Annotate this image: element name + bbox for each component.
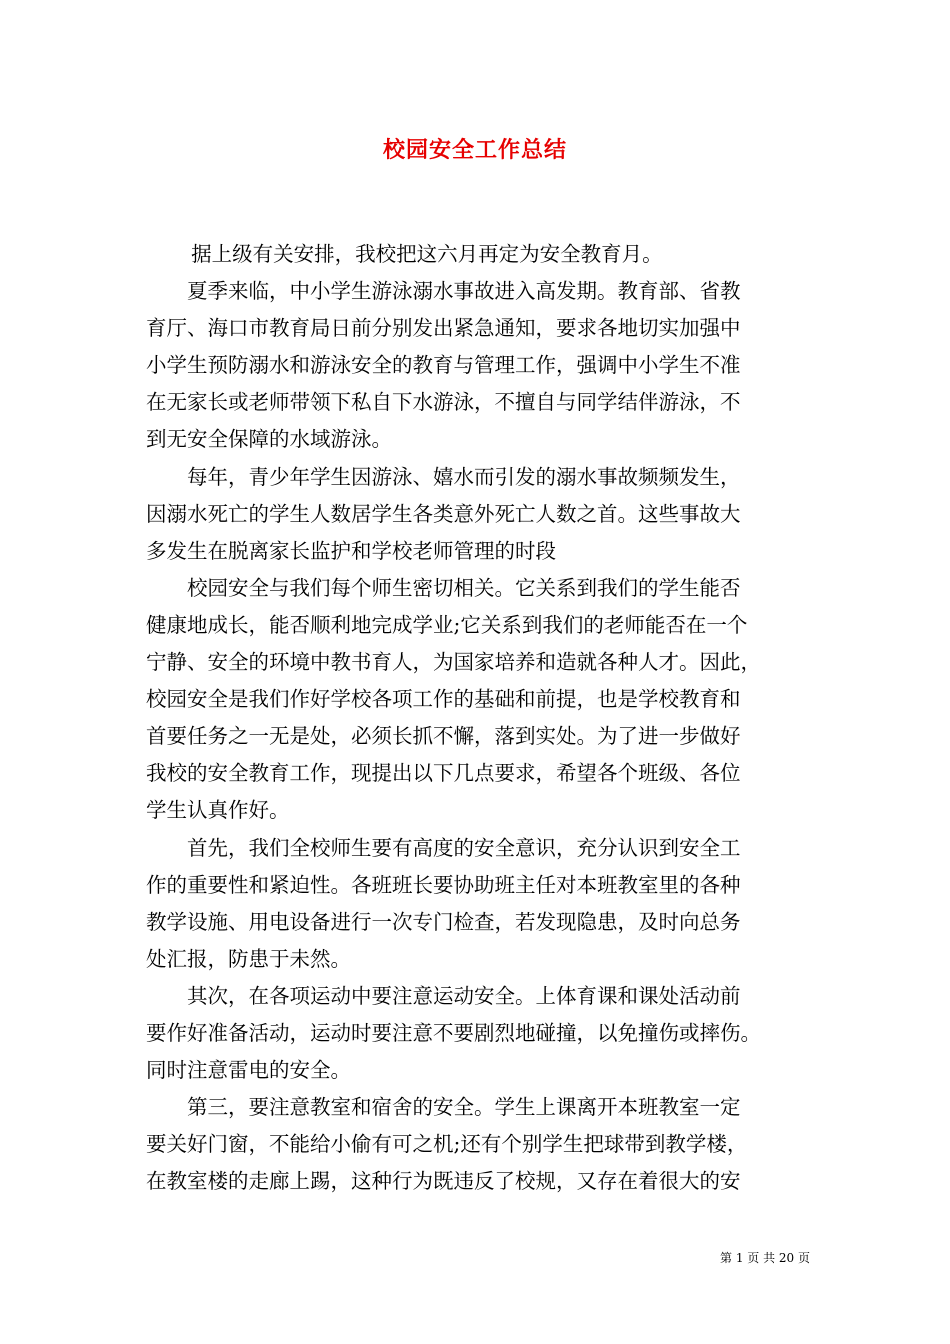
paragraph-line: 教学设施、用电设备进行一次专门检查，若发现隐患，及时向总务: [146, 909, 741, 934]
paragraph-line: 育厅、海口市教育局日前分别发出紧急通知，要求各地切实加强中: [146, 316, 741, 341]
paragraph-line: 在教室楼的走廊上踢，这种行为既违反了校规，又存在着很大的安: [146, 1169, 741, 1194]
paragraph-line: 宁静、安全的环境中教书育人，为国家培养和造就各种人才。因此，: [146, 650, 761, 675]
paragraph-line: 健康地成长，能否顺利地完成学业;它关系到我们的老师能否在一个: [146, 612, 748, 637]
paragraph-7: [146, 1089, 814, 1200]
paragraph-3: [146, 459, 814, 570]
paragraph-line: 要关好门窗，不能给小偷有可之机;还有个别学生把球带到教学楼，: [146, 1132, 748, 1157]
paragraph-line: 作的重要性和紧迫性。各班班长要协助班主任对本班教室里的各种: [146, 872, 741, 897]
paragraph-line: 首先，我们全校师生要有高度的安全意识，充分认识到安全工: [187, 835, 741, 860]
paragraph-line: 夏季来临，中小学生游泳溺水事故进入高发期。教育部、省教: [187, 279, 741, 304]
paragraph-line: 校园安全与我们每个师生密切相关。它关系到我们的学生能否: [187, 575, 741, 600]
paragraph-line: 据上级有关安排，我校把这六月再定为安全教育月。: [191, 242, 663, 266]
paragraph-5: [146, 830, 814, 978]
paragraph-line: 处汇报，防患于未然。: [146, 946, 351, 971]
paragraph-line: 同时注意雷电的安全。: [146, 1058, 351, 1083]
page-title: 校园安全工作总结: [382, 137, 567, 163]
paragraph-line: 多发生在脱离家长监护和学校老师管理的时段: [146, 538, 556, 563]
paragraph-6: [146, 978, 814, 1089]
paragraph-line: 校园安全是我们作好学校各项工作的基础和前提，也是学校教育和: [146, 687, 741, 712]
paragraph-line: 第三，要注意教室和宿舍的安全。学生上课离开本班教室一定: [187, 1095, 741, 1120]
paragraph-line: 在无家长或老师带领下私自下水游泳，不擅自与同学结伴游泳，不: [146, 390, 741, 415]
page-number: 第 1 页 共 20 页: [720, 1251, 810, 1265]
paragraph-2: [146, 273, 814, 458]
paragraph-line: 要作好准备活动，运动时要注意不要剧烈地碰撞，以免撞伤或摔伤。: [146, 1020, 761, 1045]
paragraph-line: 每年，青少年学生因游泳、嬉水而引发的溺水事故频频发生，: [187, 464, 741, 489]
paragraph-1: [146, 236, 814, 273]
paragraph-line: 小学生预防溺水和游泳安全的教育与管理工作，强调中小学生不准: [146, 353, 741, 378]
paragraph-line: 学生认真作好。: [146, 798, 290, 823]
paragraph-4: [146, 570, 814, 830]
paragraph-line: 其次，在各项运动中要注意运动安全。上体育课和课处活动前: [187, 983, 741, 1008]
paragraph-line: 首要任务之一无是处，必须长抓不懈，落到实处。为了进一步做好: [146, 724, 741, 749]
paragraph-line: 因溺水死亡的学生人数居学生各类意外死亡人数之首。这些事故大: [146, 501, 741, 526]
paragraph-line: 我校的安全教育工作，现提出以下几点要求，希望各个班级、各位: [146, 761, 741, 786]
paragraph-line: 到无安全保障的水域游泳。: [146, 427, 392, 452]
document-body: [146, 236, 814, 1200]
